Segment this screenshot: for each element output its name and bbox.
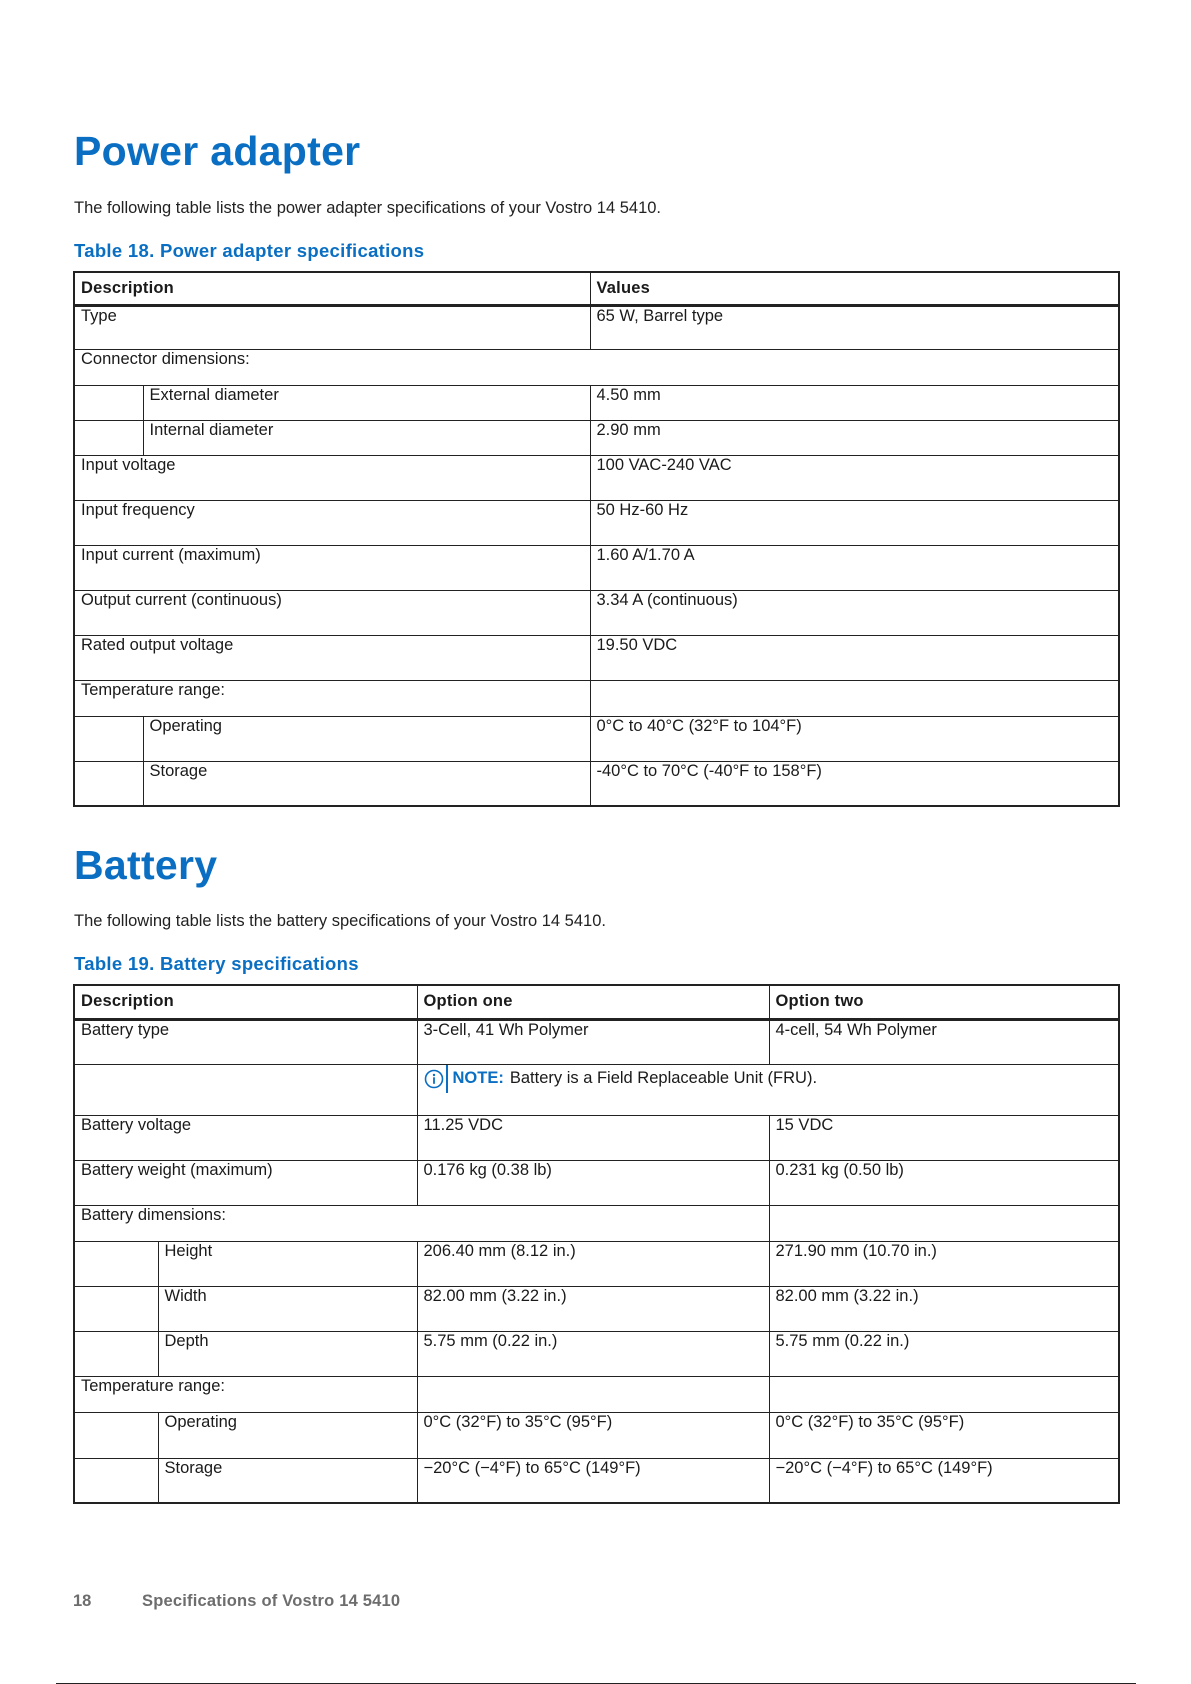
table-row xyxy=(74,1376,1119,1412)
note-text: Battery is a Field Replaceable Unit (FRU). xyxy=(509,1069,818,1087)
empty-cell xyxy=(769,1205,1119,1241)
row-value: 100 VAC-240 VAC xyxy=(590,455,1119,500)
table-row xyxy=(74,1019,1119,1064)
col-header-option-one: Option one xyxy=(417,985,769,1019)
row-label: Output current (continuous) xyxy=(74,590,590,635)
battery-table xyxy=(73,984,1120,1504)
row-value: 0°C to 40°C (32°F to 104°F) xyxy=(590,716,1119,761)
row-label: Depth xyxy=(158,1331,417,1376)
row-label: Input frequency xyxy=(74,500,590,545)
row-value-two: 5.75 mm (0.22 in.) xyxy=(769,1331,1119,1376)
battery-intro: The following table lists the battery specifications of your Vostro 14 5410. xyxy=(74,912,606,930)
col-header-values: Values xyxy=(590,272,1119,305)
table-row xyxy=(74,1241,1119,1286)
row-value-one: 11.25 VDC xyxy=(417,1115,769,1160)
row-value-one: −20°C (−4°F) to 65°C (149°F) xyxy=(417,1458,769,1503)
row-label: Operating xyxy=(143,716,590,761)
table-row xyxy=(74,1412,1119,1458)
row-value-two: 0°C (32°F) to 35°C (95°F) xyxy=(769,1412,1119,1458)
note xyxy=(424,1065,1113,1093)
note-cell xyxy=(417,1064,1119,1115)
note-label: NOTE: xyxy=(452,1069,504,1087)
indent-cell xyxy=(74,716,143,761)
row-value: 4.50 mm xyxy=(590,385,1119,420)
table-row xyxy=(74,1115,1119,1160)
indent-cell xyxy=(74,761,143,806)
row-value: 3.34 A (continuous) xyxy=(590,590,1119,635)
row-value: -40°C to 70°C (-40°F to 158°F) xyxy=(590,761,1119,806)
table-header-row xyxy=(74,985,1119,1019)
table-row xyxy=(74,716,1119,761)
table-row xyxy=(74,420,1119,455)
power-adapter-heading: Power adapter xyxy=(74,128,361,174)
row-value-two: 4-cell, 54 Wh Polymer xyxy=(769,1019,1119,1064)
row-label: Internal diameter xyxy=(143,420,590,455)
power-adapter-table xyxy=(73,271,1120,807)
table-header-row xyxy=(74,272,1119,305)
row-label: Battery voltage xyxy=(74,1115,417,1160)
row-label: Storage xyxy=(158,1458,417,1503)
row-value: 1.60 A/1.70 A xyxy=(590,545,1119,590)
row-label: Width xyxy=(158,1286,417,1331)
row-value-one: 82.00 mm (3.22 in.) xyxy=(417,1286,769,1331)
row-value-two: 271.90 mm (10.70 in.) xyxy=(769,1241,1119,1286)
table-row xyxy=(74,349,1119,385)
row-label: Battery weight (maximum) xyxy=(74,1160,417,1205)
footer-title: Specifications of Vostro 14 5410 xyxy=(142,1592,401,1610)
col-header-description: Description xyxy=(74,985,417,1019)
indent-cell xyxy=(74,1331,158,1376)
row-label: Input current (maximum) xyxy=(74,545,590,590)
table-row xyxy=(74,1458,1119,1503)
row-group-label: Temperature range: xyxy=(74,680,590,716)
row-value-one: 0°C (32°F) to 35°C (95°F) xyxy=(417,1412,769,1458)
empty-cell xyxy=(74,1064,417,1115)
info-circle-icon xyxy=(424,1069,444,1089)
row-value-one: 3-Cell, 41 Wh Polymer xyxy=(417,1019,769,1064)
power-adapter-intro: The following table lists the power adapter specifications of your Vostro 14 5410. xyxy=(74,199,662,217)
row-label: Rated output voltage xyxy=(74,635,590,680)
table-row xyxy=(74,1286,1119,1331)
row-value: 50 Hz-60 Hz xyxy=(590,500,1119,545)
row-label: Storage xyxy=(143,761,590,806)
table-row xyxy=(74,590,1119,635)
row-value-two: 82.00 mm (3.22 in.) xyxy=(769,1286,1119,1331)
row-group-label: Connector dimensions: xyxy=(74,349,1119,385)
table-row xyxy=(74,305,1119,349)
col-header-description: Description xyxy=(74,272,590,305)
row-value: 65 W, Barrel type xyxy=(590,305,1119,349)
page-number: 18 xyxy=(73,1592,92,1610)
table-row xyxy=(74,1331,1119,1376)
row-group-label: Battery dimensions: xyxy=(74,1205,769,1241)
row-group-label: Temperature range: xyxy=(74,1376,417,1412)
row-label: Operating xyxy=(158,1412,417,1458)
row-value-two: −20°C (−4°F) to 65°C (149°F) xyxy=(769,1458,1119,1503)
battery-table-caption: Table 19. Battery specifications xyxy=(74,953,359,974)
row-value-two: 15 VDC xyxy=(769,1115,1119,1160)
empty-cell xyxy=(590,680,1119,716)
empty-cell xyxy=(769,1376,1119,1412)
row-label: Type xyxy=(74,305,590,349)
power-table-caption: Table 18. Power adapter specifications xyxy=(74,240,425,261)
row-value-one: 206.40 mm (8.12 in.) xyxy=(417,1241,769,1286)
indent-cell xyxy=(74,1412,158,1458)
indent-cell xyxy=(74,385,143,420)
table-row xyxy=(74,761,1119,806)
table-row xyxy=(74,1064,1119,1115)
table-row xyxy=(74,1160,1119,1205)
indent-cell xyxy=(74,420,143,455)
row-label: External diameter xyxy=(143,385,590,420)
col-header-option-two: Option two xyxy=(769,985,1119,1019)
row-value-one: 5.75 mm (0.22 in.) xyxy=(417,1331,769,1376)
battery-heading: Battery xyxy=(74,842,218,888)
table-row xyxy=(74,500,1119,545)
row-value: 2.90 mm xyxy=(590,420,1119,455)
row-label: Battery type xyxy=(74,1019,417,1064)
row-label: Input voltage xyxy=(74,455,590,500)
table-row xyxy=(74,1205,1119,1241)
indent-cell xyxy=(74,1286,158,1331)
table-row xyxy=(74,680,1119,716)
table-row xyxy=(74,385,1119,420)
row-label: Height xyxy=(158,1241,417,1286)
row-value: 19.50 VDC xyxy=(590,635,1119,680)
indent-cell xyxy=(74,1458,158,1503)
table-row xyxy=(74,545,1119,590)
row-value-two: 0.231 kg (0.50 lb) xyxy=(769,1160,1119,1205)
table-row xyxy=(74,455,1119,500)
note-divider xyxy=(446,1065,448,1093)
row-value-one: 0.176 kg (0.38 lb) xyxy=(417,1160,769,1205)
indent-cell xyxy=(74,1241,158,1286)
empty-cell xyxy=(417,1376,769,1412)
table-row xyxy=(74,635,1119,680)
